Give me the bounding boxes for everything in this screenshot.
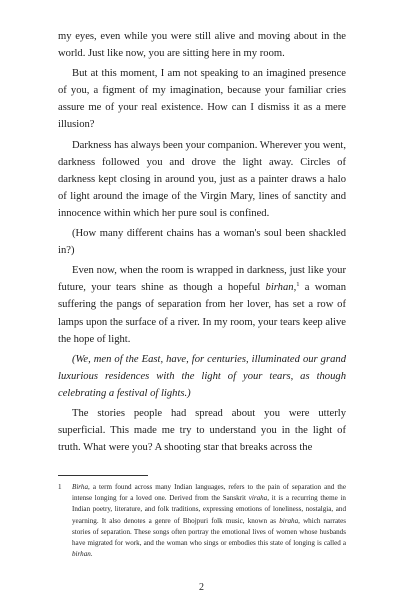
footnote [58,482,346,560]
footnote-text-run: . [90,550,93,559]
paragraph-text: Even now, when the room is wrapped in darkness, just like your future, your tears shine as though a hopeful [58,265,346,294]
italic-term: birhan, [265,282,297,294]
footnote-italic-term: biraha [279,516,299,525]
footnote-number: 1 [58,483,62,491]
footnote-ref[interactable]: 1 [296,281,300,289]
footnote-text-run: , which narrates stories of separation. These songs often portray the emotional lives of women whose husbands have migrated for work, and the woman who sings or embodies this state of longing is called a [72,516,346,548]
paragraph: But at this moment, I am not speaking to an imagined presence of you, a figment of my imagination, because your familiar cries assure me of your real existence. How can I dismiss it as a mere illusion? [58,68,346,131]
footnote-divider [58,475,148,476]
page-number: 2 [199,582,204,593]
footnote-italic-term: birhan [72,550,91,559]
paragraph-with-footnote-ref [58,262,346,347]
paragraph: Darkness has always been your companion. Wherever you went, darkness followed you and drove the light away. Circles of darkness kept closing in around you, just as a painter draws a halo of light around the image of the Virgin Mary, lines of sanctity and innocence within which her pure soul is confined. [58,139,346,219]
italic-parenthetical-paragraph: (We, men of the East, have, for centuries, illuminated our grand luxurious residences with the light of your tears, as though celebrating a festival of lights.) [58,353,346,399]
paragraph-text: a woman suffering the pangs of separation from her lover, has set a row of lamps upon the surface of a river. In my room, your tears keep alive the hope of light. [58,282,346,345]
body-text [58,28,346,459]
footnote-text [72,482,346,560]
parenthetical-paragraph: (How many different chains has a woman's soul been shackled in?) [58,228,346,257]
paragraph: my eyes, even while you were still alive and moving about in the world. Just like now, you are sitting here in my room. [58,31,346,60]
footnote-text-run: , a term found across many Indian languages, refers to the pain of separation and the intense longing for a loved one. Derived from the Sanskrit [72,483,346,503]
footnote-text-run: , it is a recurring theme in Indian poetry, literature, and folk traditions, expressing emotions of loneliness, nostalgia, and yearning. It also denotes a genre of Bhojpuri folk music, known as [72,494,346,525]
footnote-italic-term: Birha [72,483,89,491]
paragraph: The stories people had spread about you were utterly superficial. This made me try to understand you in the light of truth. What were you? A shooting star that breaks across the [58,407,346,454]
footnote-italic-term: viraha [248,494,268,503]
